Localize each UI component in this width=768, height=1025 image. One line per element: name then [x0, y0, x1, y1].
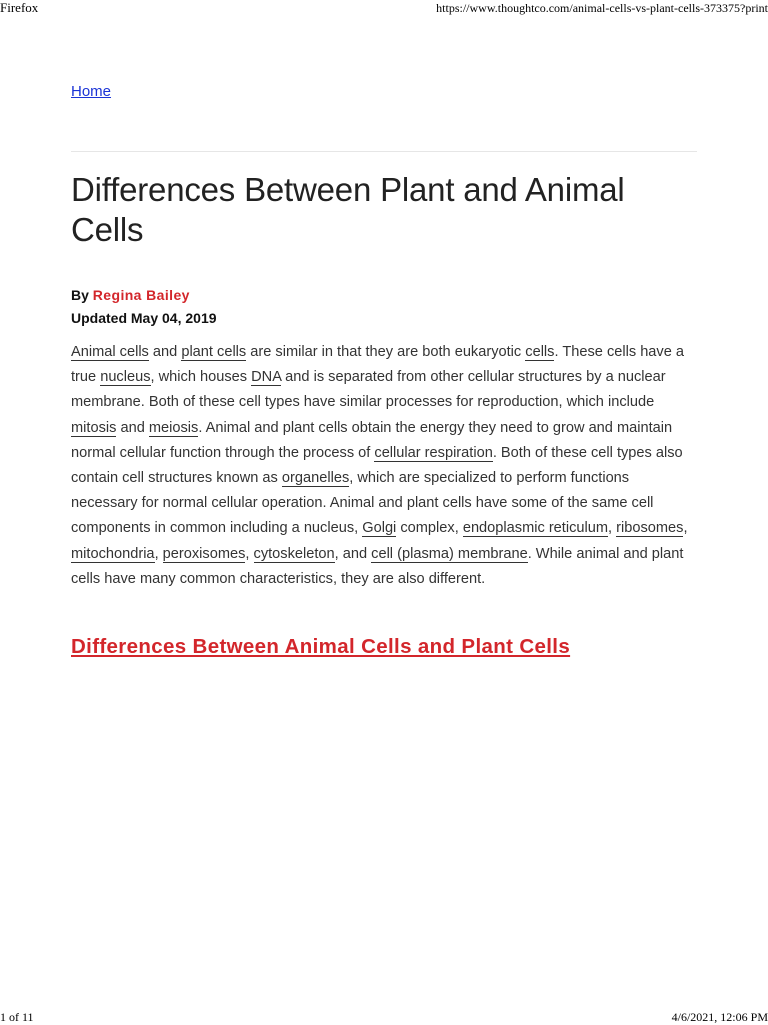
link-animal-cells[interactable]: Animal cells [71, 344, 149, 360]
link-nucleus[interactable]: nucleus [100, 369, 151, 386]
link-mitosis[interactable]: mitosis [71, 419, 117, 436]
link-organelles[interactable]: organelles [281, 470, 350, 487]
page-url: https://www.thoughtco.com/animal-cells-vs-plant-cells-373375?print [436, 1, 768, 15]
link-meiosis[interactable]: meiosis [148, 419, 199, 436]
print-datetime: 4/6/2021, 12:06 PM [671, 1010, 768, 1024]
link-plant-cells[interactable]: plant cells [181, 344, 247, 360]
paragraph-text: , which are specialized to perform functions necessary for normal cellular operation. Animal and plant cells have some of the same cell components in common including a nucleus, [71, 470, 654, 537]
page-number: 1 of 11 [0, 1010, 34, 1024]
paragraph-text: and [148, 344, 182, 360]
link-mitochondria[interactable]: mitochondria [71, 545, 155, 562]
paragraph-text: and is separated from other cellular structures by a nuclear membrane. Both of these cell types have similar processes for reproduction, which include [71, 369, 666, 411]
author-link[interactable]: Regina Bailey [92, 287, 190, 303]
link-peroxisomes[interactable]: peroxisomes [162, 545, 246, 562]
paragraph-text: , [608, 520, 617, 537]
section-heading-link[interactable]: Differences Between Animal Cells and Plant Cells [71, 635, 571, 658]
paragraph-text: are similar in that they are both eukaryotic [246, 344, 526, 360]
link-cells[interactable]: cells [525, 344, 555, 360]
header-divider [71, 151, 697, 152]
link-endoplasmic-reticulum[interactable]: endoplasmic reticulum [462, 520, 609, 537]
byline-prefix: By [71, 287, 93, 303]
link-cellular-respiration[interactable]: cellular respiration [374, 444, 493, 461]
paragraph-text: , and [334, 545, 372, 562]
link-cell-membrane[interactable]: cell (plasma) membrane [371, 545, 528, 562]
paragraph-text: complex, [396, 520, 463, 537]
paragraph-text: . Both of these cell types also contain cell structures known as [71, 444, 683, 487]
paragraph-text: and [116, 419, 149, 436]
intro-paragraph [71, 340, 699, 592]
browser-name: Firefox [0, 0, 39, 15]
link-golgi[interactable]: Golgi [362, 520, 397, 537]
link-dna[interactable]: DNA [251, 369, 282, 386]
paragraph-text: , which houses [150, 369, 252, 386]
paragraph-text: , [245, 545, 254, 562]
page-title: Differences Between Plant and Animal Cells [71, 171, 625, 248]
link-cytoskeleton[interactable]: cytoskeleton [253, 545, 335, 562]
updated-date: Updated May 04, 2019 [71, 310, 217, 326]
paragraph-text: . While animal and plant cells have many common characteristics, they are also different. [71, 545, 684, 587]
paragraph-text: , [683, 520, 688, 537]
breadcrumb-home-link[interactable]: Home [71, 83, 112, 100]
breadcrumb [71, 83, 111, 101]
paragraph-text: . Animal and plant cells obtain the energy they need to grow and maintain normal cellular function through the process of [71, 419, 673, 461]
paragraph-text: . These cells have a true [71, 344, 685, 386]
byline [71, 285, 190, 305]
link-ribosomes[interactable]: ribosomes [616, 520, 684, 537]
paragraph-text: , [154, 545, 163, 562]
